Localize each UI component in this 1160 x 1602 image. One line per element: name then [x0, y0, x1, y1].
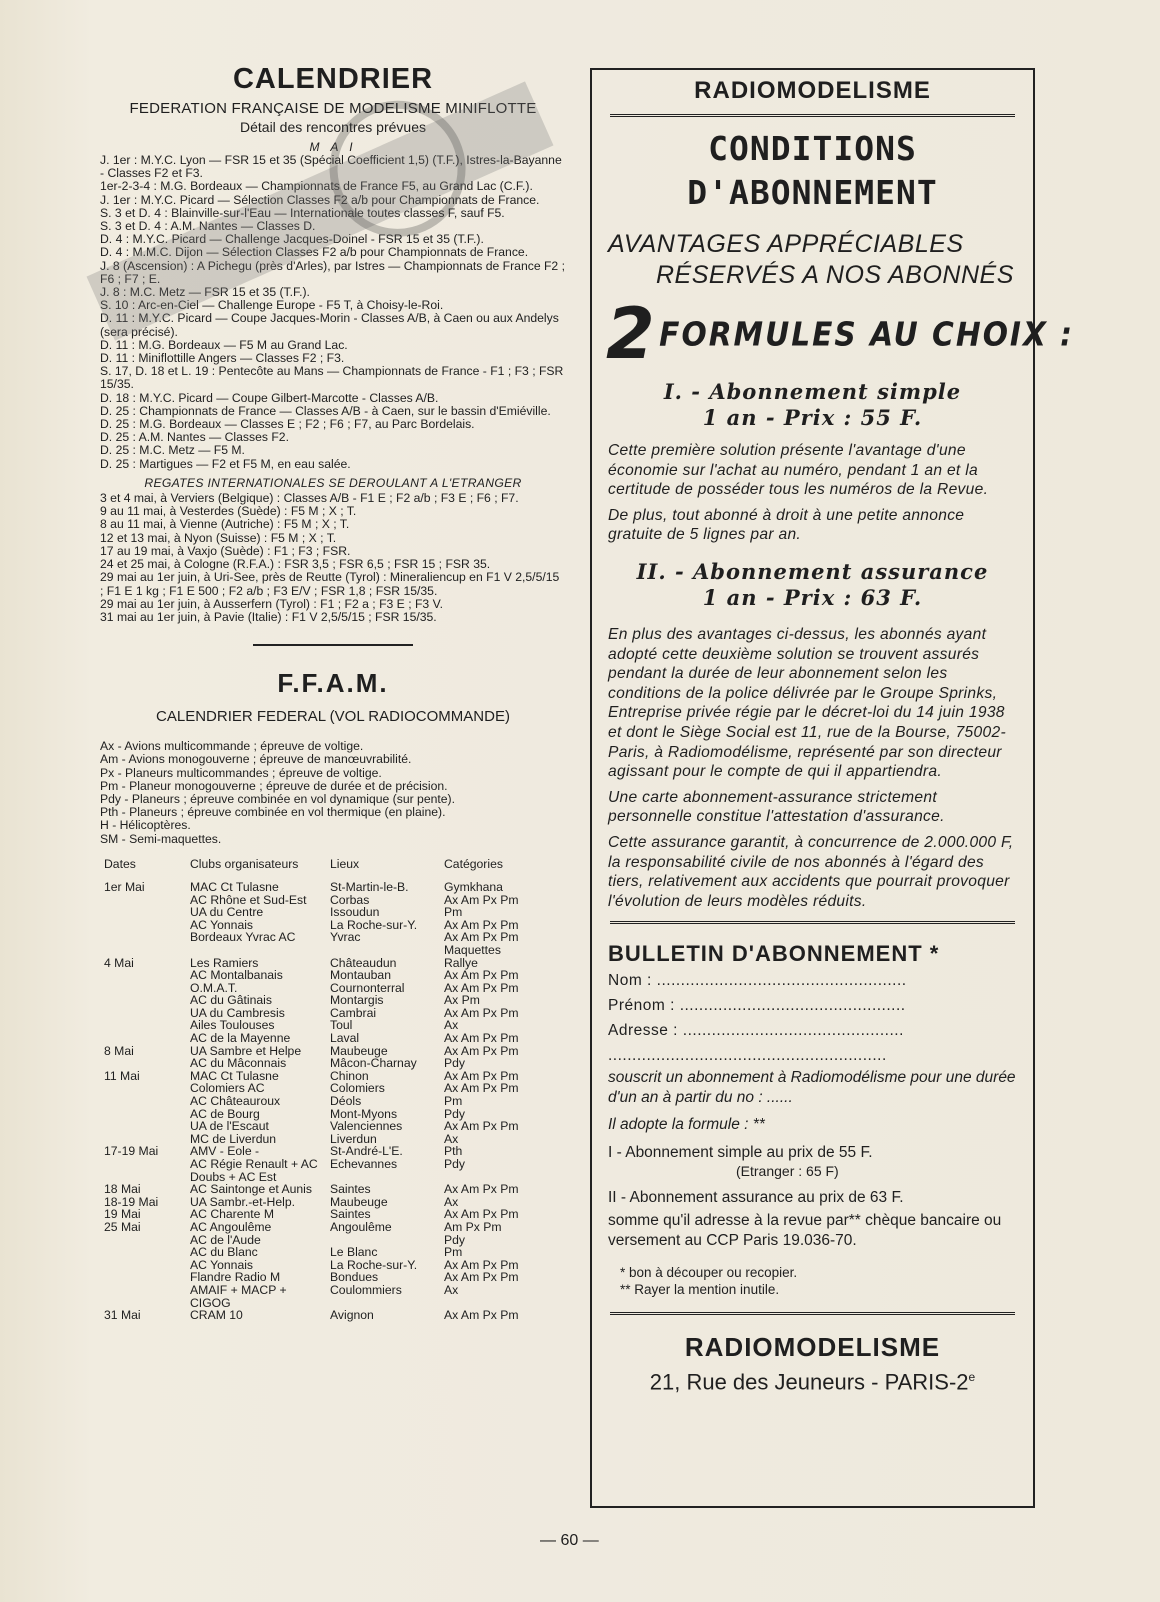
table-row [100, 1095, 554, 1108]
cell-categories: Ax Am Px Pm [444, 980, 519, 995]
table-row [100, 1221, 554, 1234]
ffam-title: F.F.A.M. [277, 668, 389, 699]
cell-date [100, 1158, 190, 1183]
federation-subtitle: FEDERATION FRANÇAISE DE MODELISME MINIFLOTTE [129, 100, 537, 117]
page-number: — 60 — [540, 1532, 599, 1549]
cell-categories: Ax Am Px Pm [444, 1182, 519, 1197]
table-row [100, 1246, 554, 1259]
nom-field[interactable]: Nom : .................................................... [608, 972, 907, 990]
cell-club: UA du Cambresis [190, 1005, 285, 1020]
cell-date: 4 Mai [104, 955, 134, 970]
cell-lieu: Mont-Myons [330, 1106, 398, 1121]
cell-date [100, 1019, 190, 1032]
address-superscript: e [968, 1370, 976, 1385]
event-item: S. 3 et D. 4 : A.M. Nantes — Classes D. [100, 219, 316, 234]
cell-date: 1er Mai [104, 879, 145, 894]
event-item: D. 25 : Championnats de France — Classes A/B - à Caen, sur le bassin d'Emiéville. [100, 403, 551, 418]
simple-annonce: De plus, tout abonné à droit à une petite annonce gratuite de 5 lignes par an. [608, 506, 965, 544]
cell-club: Flandre Radio M [190, 1270, 281, 1285]
cell-lieu: Avignon [330, 1308, 374, 1323]
cell-club: AC Régie Renault + AC Doubs + AC Est [190, 1157, 318, 1184]
header-categories: Catégories [444, 856, 503, 871]
assurance-price: 1 an - Prix : 63 F. [702, 584, 923, 610]
cell-date [100, 982, 190, 995]
event-item: J. 1er : M.Y.C. Picard — Sélection Classes F2 a/b pour Championnats de France. [100, 192, 540, 207]
footnote-1: * bon à découper ou recopier. [620, 1265, 798, 1281]
cell-categories: Ax Am Px Pm [444, 1031, 519, 1046]
cell-club: CRAM 10 [190, 1308, 243, 1323]
cell-categories: Pth [444, 1144, 463, 1159]
cell-categories: Ax Pm [444, 993, 480, 1008]
cell-lieu: Maubeuge [330, 1043, 388, 1058]
cell-date [100, 1108, 190, 1121]
cell-club: AC Châteauroux [190, 1094, 281, 1109]
avantages-line1: AVANTAGES APPRÉCIABLES [608, 230, 964, 258]
cell-lieu: Le Blanc [330, 1245, 378, 1260]
cell-date: 25 Mai [104, 1219, 141, 1234]
cell-categories: Ax Am Px Pm [444, 1270, 519, 1285]
legend-item: Pdy - Planeurs ; épreuve combinée en vol dynamique (sur pente). [100, 791, 455, 806]
table-row [100, 982, 554, 995]
cell-club: AC de la Mayenne [190, 1031, 291, 1046]
cell-club: AC Saintonge et Aunis [190, 1182, 312, 1197]
prenom-field[interactable]: Prénom : ............................................... [608, 997, 906, 1015]
cell-date: 19 Mai [104, 1207, 141, 1222]
cell-lieu: Toul [330, 1018, 353, 1033]
table-row [100, 1057, 554, 1070]
address-text: 21, Rue des Jeuneurs - PARIS-2 [649, 1369, 969, 1395]
table-row [100, 1271, 554, 1284]
regate-item: 31 mai au 1er juin, à Pavie (Italie) : F1 V 2,5/5/15 ; FSR 15/35. [100, 609, 437, 624]
abonnement-heading: D'ABONNEMENT [687, 173, 938, 212]
cell-categories: Gymkhana [444, 879, 503, 894]
cell-lieu: Chinon [330, 1068, 369, 1083]
formules-heading [592, 293, 1075, 375]
cell-date [100, 994, 190, 1007]
header-lieux: Lieux [330, 856, 360, 871]
souscrit-text: souscrit un abonnement à Radiomodélisme pour une durée d'un an à partir du no : ...... [608, 1069, 1016, 1106]
cell-categories: Pdy [444, 1056, 466, 1071]
event-item: D. 11 : Miniflottille Angers — Classes F2 ; F3. [100, 351, 345, 366]
event-item: J. 8 : M.C. Metz — FSR 15 et 35 (T.F.). [100, 285, 310, 300]
avantages-line2: RÉSERVÉS A NOS ABONNÉS [656, 261, 1014, 289]
cell-lieu: La Roche-sur-Y. [330, 917, 418, 932]
cell-categories: Ax [444, 1194, 459, 1209]
assurance-title: II. - Abonnement assurance [636, 558, 989, 584]
cell-date: 11 Mai [104, 1068, 140, 1083]
cell-categories: Ax Am Px Pm [444, 892, 519, 907]
cell-lieu: Saintes [330, 1182, 371, 1197]
legend-item: H - Hélicoptères. [100, 818, 191, 833]
ffam-subtitle: CALENDRIER FEDERAL (VOL RADIOCOMMANDE) [156, 708, 510, 726]
cell-club: AC Angoulême [190, 1219, 272, 1234]
table-row [100, 969, 554, 982]
cell-categories: Ax Am Px Pm [444, 968, 519, 983]
cell-categories: Ax Am Px Pm [444, 917, 519, 932]
cell-lieu: La Roche-sur-Y. [330, 1257, 418, 1272]
regate-item: 8 au 11 mai, à Vienne (Autriche) : F5 M ; X ; T. [100, 517, 350, 532]
cell-categories: Pm [444, 1094, 463, 1109]
formule-simple-option[interactable]: I - Abonnement simple au prix de 55 F. [608, 1143, 873, 1161]
table-row [100, 906, 554, 919]
table-row [100, 931, 554, 956]
footnote-2: ** Rayer la mention inutile. [620, 1282, 780, 1298]
table-row [100, 1234, 554, 1247]
cell-lieu: Cournonterral [330, 980, 405, 995]
cell-date [100, 1271, 190, 1284]
cell-categories: Pdy [444, 1157, 466, 1171]
cell-club: AC Montalbanais [190, 968, 283, 983]
legend-item: Am - Avions monogouverne ; épreuve de manœuvrabilité. [100, 752, 412, 767]
event-item: J. 8 (Ascension) : A Pichegu (près d'Arles), par Istres — Championnats de France F2 ; F6 ; F7 ; E. [100, 258, 565, 286]
cell-lieu: Montargis [330, 993, 384, 1008]
adresse-field-2[interactable]: .......................................................... [608, 1047, 887, 1065]
event-item: J. 1er : M.Y.C. Lyon — FSR 15 et 35 (Spécial Coefficient 1,5) (T.F.), Istres-la-Bayanne - Classes F2 et F3. [100, 153, 562, 181]
cell-categories: Ax Am Px Pm [444, 1207, 519, 1222]
cell-club: UA Sambr.-et-Help. [190, 1194, 295, 1209]
cell-club: Colomiers AC [190, 1081, 265, 1096]
cell-categories: Ax [444, 1131, 459, 1146]
cell-date [100, 919, 190, 932]
event-item: D. 25 : A.M. Nantes — Classes F2. [100, 430, 289, 445]
regate-item: 29 mai au 1er juin, à Ausserfern (Tyrol) : F1 ; F2 a ; F3 E ; F3 V. [100, 596, 443, 611]
box-header: RADIOMODELISME [694, 77, 931, 104]
cell-lieu: Yvrac [330, 930, 361, 945]
cell-date [100, 1082, 190, 1095]
assurance-description: En plus des avantages ci-dessus, les abonnés ayant adopté cette deuxième solution se trouvent assurés pendant la durée de leur abonnement selon les conditions de la police délivrée par le Groupe Sprinks, Entreprise privée régie par le décret-loi du 14 juin 1938 et dont le Siège Social est 11, rue de la Bourse, 75002-Paris, à Radiomodélisme, représenté par son directeur agissant pour le compte de qui il appartiendra. [608, 625, 1006, 781]
cell-club: AMV - Eole - [190, 1144, 260, 1159]
event-item: D. 11 : M.Y.C. Picard — Coupe Jacques-Morin - Classes A/B, à Caen ou aux Andelys (sera précisé). [100, 311, 559, 339]
cell-categories: Am Px Pm [444, 1219, 502, 1234]
cell-categories: Ax Am Px Pm [444, 1257, 519, 1272]
cell-lieu: St-André-L'E. [330, 1144, 403, 1159]
event-item: 1er-2-3-4 : M.G. Bordeaux — Championnats de France F5, au Grand Lac (C.F.). [100, 179, 533, 194]
cell-club: AC du Mâconnais [190, 1056, 287, 1071]
table-row [100, 1032, 554, 1045]
regate-item: 9 au 11 mai, à Vesterdes (Suède) : F5 M ; X ; T. [100, 504, 357, 519]
cell-date [100, 1120, 190, 1133]
etranger-price: (Etranger : 65 F) [736, 1163, 839, 1180]
cell-date [100, 1234, 190, 1247]
formules-text: FORMULES AU CHOIX : [659, 314, 1075, 354]
cell-date [100, 1032, 190, 1045]
cell-categories: Ax [444, 1018, 459, 1033]
cell-date: 18-19 Mai [104, 1194, 159, 1209]
cell-date: 17-19 Mai [104, 1144, 159, 1159]
cell-date [100, 1095, 190, 1108]
cell-lieu: St-Martin-le-B. [330, 879, 409, 894]
cell-lieu: Corbas [330, 892, 370, 907]
table-row [100, 881, 554, 894]
cell-categories: Ax Am Px Pm [444, 1308, 519, 1323]
cell-categories: Ax Am Px Pm [444, 1119, 519, 1134]
section-divider [253, 644, 413, 646]
cell-categories: Ax Am Px Pm Maquettes [444, 930, 519, 957]
calendar-title: CALENDRIER [232, 63, 434, 95]
table-row [100, 1284, 554, 1309]
cell-date [100, 969, 190, 982]
event-item: S. 17, D. 18 et L. 19 : Pentecôte au Mans — Championnats de France - F1 ; F3 ; FSR 15/35. [100, 364, 564, 392]
table-row [100, 1045, 554, 1058]
cell-date: 18 Mai [104, 1182, 141, 1197]
cell-date [100, 1259, 190, 1272]
event-item: S. 3 et D. 4 : Blainville-sur-l'Eau — Internationale toutes classes F, sauf F5. [100, 205, 505, 220]
header-clubs: Clubs organisateurs [190, 856, 299, 871]
cell-categories: Ax Am Px Pm [444, 1005, 519, 1020]
table-row [100, 1183, 554, 1196]
cell-club: UA Sambre et Helpe [190, 1043, 302, 1058]
event-item: D. 4 : M.M.C. Dijon — Sélection Classes F2 a/b pour Championnats de France. [100, 245, 529, 260]
cell-club: MAC Ct Tulasne [190, 879, 279, 894]
adopte-text: Il adopte la formule : ** [608, 1116, 765, 1134]
cell-categories: Ax [444, 1282, 459, 1297]
event-list [100, 154, 566, 471]
cell-date [100, 1284, 190, 1309]
cell-lieu: Châteaudun [330, 955, 397, 970]
legend-item: SM - Semi-maquettes. [100, 831, 222, 846]
simple-description: Cette première solution présente l'avantage d'une économie sur l'achat au numéro, pendant 1 an et la certitude de posséder tous les numéros de la Revue. [608, 442, 989, 499]
cell-club: AC Yonnais [190, 917, 254, 932]
month-label: M A I [309, 140, 357, 154]
event-item: S. 10 : Arc-en-Ciel — Challenge Europe - F5 T, à Choisy-le-Roi. [100, 298, 444, 313]
double-rule [610, 114, 1015, 117]
regates-list [100, 492, 566, 624]
table-row [100, 894, 554, 907]
cell-club: AC Yonnais [190, 1257, 254, 1272]
cell-categories: Pm [444, 905, 463, 920]
cell-lieu: Déols [330, 1094, 362, 1109]
cell-club: AC Rhône et Sud-Est [190, 892, 307, 907]
footer-address [592, 1363, 1033, 1396]
cell-club: UA de l'Escaut [190, 1119, 269, 1134]
table-row [100, 994, 554, 1007]
double-rule [610, 1312, 1015, 1315]
cell-club: UA du Centre [190, 905, 264, 920]
regate-item: 29 mai au 1er juin, à Uri-See, près de Reutte (Tyrol) : Mineraliencup en F1 V 2,5/5/15 ; F1 E 1 kg ; F1 E 500 ; F2 a/b ; F3 E/V ; FSR 1,8 ; FSR 15/35. [100, 570, 560, 598]
federal-schedule-table [100, 858, 554, 1322]
cell-club: O.M.A.T. [190, 980, 238, 995]
cell-lieu: Mâcon-Charnay [330, 1056, 417, 1071]
table-row [100, 1007, 554, 1020]
cell-club: Les Ramiers [190, 955, 259, 970]
cell-lieu: Montauban [330, 968, 391, 983]
formule-assurance-option[interactable]: II - Abonnement assurance au prix de 63 F. [608, 1188, 904, 1206]
cell-categories: Pdy [444, 1232, 466, 1247]
simple-title: I. - Abonnement simple [663, 379, 962, 404]
legend-item: Pm - Planeur monogouverne ; épreuve de durée et de précision. [100, 778, 448, 793]
table-row [100, 1133, 554, 1146]
regate-item: 12 et 13 mai, à Nyon (Suisse) : F5 M ; X ; T. [100, 530, 337, 545]
conditions-heading: CONDITIONS [708, 129, 917, 168]
assurance-guarantee: Cette assurance garantit, à concurrence de 2.000.000 F, la responsabilité civile de nos abonnés à l'égard des tiers, relativement aux accidents que pourrait provoquer l'évolution de leurs modèles réduits. [608, 833, 1014, 910]
cell-club: AC de Bourg [190, 1106, 260, 1121]
somme-text: somme qu'il adresse à la revue par** chèque bancaire ou versement au CCP Paris 19.036-70. [608, 1212, 1002, 1249]
cell-club: Bordeaux Yvrac AC [190, 930, 296, 945]
cell-date [100, 931, 190, 956]
cell-date [100, 906, 190, 919]
cell-categories: Pdy [444, 1106, 466, 1121]
simple-price: 1 an - Prix : 55 F. [702, 405, 923, 430]
cell-lieu: Saintes [330, 1207, 371, 1222]
regate-item: 17 au 19 mai, à Vaxjo (Suède) : F1 ; F3 ; FSR. [100, 543, 351, 558]
cell-lieu: Liverdun [330, 1131, 377, 1146]
cell-categories: Rallye [444, 955, 478, 970]
table-row [100, 1145, 554, 1158]
cell-club: AC Charente M [190, 1207, 274, 1222]
event-item: D. 4 : M.Y.C. Picard — Challenge Jacques-Doinel - FSR 15 et 35 (T.F.). [100, 232, 484, 247]
cell-date [100, 1057, 190, 1070]
regate-item: 24 et 25 mai, à Cologne (R.F.A.) : FSR 3,5 ; FSR 6,5 ; FSR 15 ; FSR 35. [100, 557, 491, 572]
rencontres-subtitle: Détail des rencontres prévues [240, 119, 426, 135]
cell-club: AC du Gâtinais [190, 993, 272, 1008]
cell-club: Ailes Toulouses [190, 1018, 275, 1033]
event-item: D. 18 : M.Y.C. Picard — Coupe Gilbert-Marcotte - Classes A/B. [100, 390, 439, 405]
cell-club: AC du Blanc [190, 1245, 258, 1260]
cell-club: MC de Liverdun [190, 1131, 277, 1146]
cell-lieu: Echevannes [330, 1157, 398, 1171]
cell-lieu: Angoulême [330, 1219, 392, 1234]
cell-lieu: Bondues [330, 1270, 379, 1285]
left-column [100, 62, 566, 1522]
header-dates: Dates [104, 856, 136, 871]
table-row [100, 1120, 554, 1133]
table-body [100, 881, 554, 1322]
cell-date: 8 Mai [104, 1043, 134, 1058]
bulletin-title: BULLETIN D'ABONNEMENT * [608, 941, 940, 967]
regates-title: REGATES INTERNATIONALES SE DEROULANT A L'ETRANGER [144, 475, 522, 490]
cell-club: AC de l'Aude [190, 1232, 261, 1247]
event-item: D. 25 : M.C. Metz — F5 M. [100, 443, 245, 458]
table-row [100, 1158, 554, 1183]
cell-lieu: Valenciennes [330, 1119, 403, 1134]
cell-lieu: Cambrai [330, 1005, 377, 1020]
event-item: D. 25 : Martigues — F2 et F5 M, en eau salée. [100, 456, 351, 471]
cell-date [100, 1246, 190, 1259]
regate-item: 3 et 4 mai, à Verviers (Belgique) : Classes A/B - F1 E ; F2 a/b ; F3 E ; F6 ; F7. [100, 491, 519, 506]
assurance-card: Une carte abonnement-assurance strictement personnelle constitue l'attestation d'assurance. [608, 788, 945, 826]
cell-categories: Ax Am Px Pm [444, 1068, 519, 1083]
cell-club: MAC Ct Tulasne [190, 1068, 279, 1083]
subscription-box [590, 68, 1075, 1508]
cell-club: AMAIF + MACP + CIGOG [190, 1282, 287, 1310]
cell-date: 31 Mai [104, 1308, 141, 1323]
cell-categories: Ax Am Px Pm [444, 1043, 519, 1058]
cell-lieu: Laval [330, 1031, 360, 1046]
cell-categories: Pm [444, 1245, 463, 1260]
formules-number: 2 [606, 293, 655, 375]
legend-item: Px - Planeurs multicommandes ; épreuve de voltige. [100, 765, 382, 780]
category-legend [100, 740, 566, 846]
event-item: D. 11 : M.G. Bordeaux — F5 M au Grand Lac. [100, 337, 348, 352]
adresse-field[interactable]: Adresse : .............................................. [608, 1022, 904, 1040]
table-row [100, 1309, 554, 1322]
cell-lieu: Maubeuge [330, 1194, 388, 1209]
cell-lieu: Coulommiers [330, 1282, 402, 1297]
table-row [100, 1082, 554, 1095]
legend-item: Pth - Planeurs ; épreuve combinée en vol thermique (en plaine). [100, 805, 446, 820]
legend-item: Ax - Avions multicommande ; épreuve de voltige. [100, 739, 364, 754]
event-item: D. 25 : M.G. Bordeaux — Classes E ; F2 ; F6 ; F7, au Parc Bordelais. [100, 417, 475, 432]
cell-date [100, 1007, 190, 1020]
footer-title: RADIOMODELISME [684, 1332, 941, 1363]
cell-lieu: Issoudun [330, 905, 380, 920]
cell-date [100, 894, 190, 907]
cell-lieu: Colomiers [330, 1081, 385, 1096]
table-header-row [100, 858, 554, 881]
double-rule [610, 921, 1015, 924]
cell-categories: Ax Am Px Pm [444, 1081, 519, 1096]
